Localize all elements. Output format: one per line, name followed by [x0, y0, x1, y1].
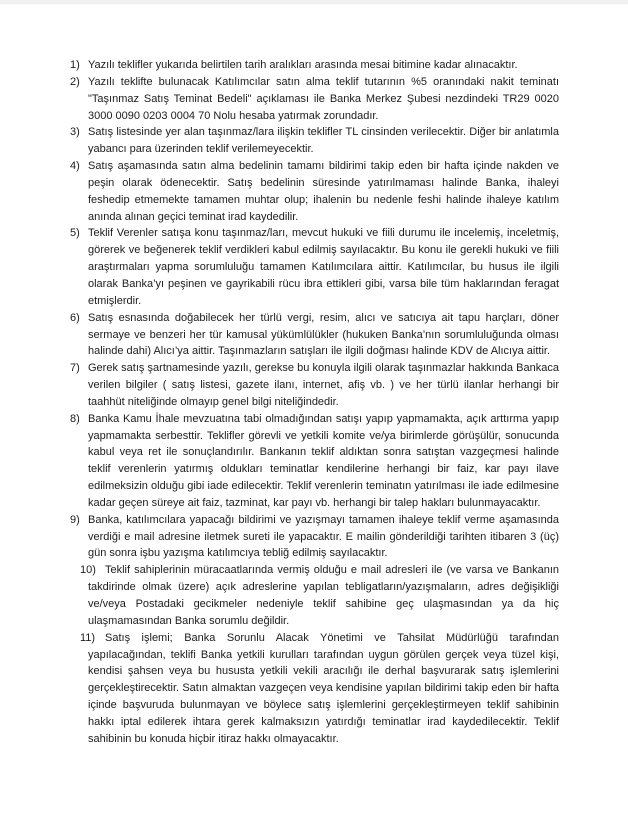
term-item-6: [70, 310, 559, 361]
item-text: Satış aşamasında satın alma bedelinin tamamı bildirimi takip eden bir hafta içinde nakden ve peşin olarak ödenecektir. Satış bedelinin süresinde yatırılmaması halinde Banka, ihaleyi feshedip etmemekte tamamen muhtar olup; ihalenin bu nedenle feshi halinde ihaleye katılım anında alınan geçici teminat irad kaydedilir.: [88, 160, 559, 223]
term-item-3: [70, 124, 559, 158]
item-text: Satış listesinde yer alan taşınmaz/lara ilişkin teklifler TL cinsinden verilecektir. Diğer bir anlatımla yabancı para üzerinden teklif verilemeyecektir.: [88, 126, 559, 156]
item-text: Satış işlemi; Banka Sorunlu Alacak Yönetimi ve Tahsilat Müdürlüğü tarafından yapılacağından, teklifi Banka yetkili kurulları tarafından uygun görülen gerçek veya tüzel kişi, kendisi şahsen veya bu hususta yetkili vekili aracılığı ile derhal başvurarak satış işlemlerini gerçekleştirecektir. Satın almaktan vazgeçen veya kendisine yapılan bildirimi takip eden bir hafta içinde başvuruda bulunmayan ve böylece satış işlemlerini gerçekleştirmeyen teklif sahibinin hakkı iptal edilerek ihtara gerek kalmaksızın yatırdığı teminatlar irad kaydedilecektir. Teklif sahibinin bu konuda hiçbir itiraz hakkı olmayacaktır.: [88, 631, 559, 745]
term-item-8: [70, 411, 559, 512]
item-number: 7): [70, 362, 80, 375]
item-text: Yazılı teklifte bulunacak Katılımcılar satın alma teklif tutarının %5 oranındaki nakit teminatı "Taşınmaz Satış Teminat Bedeli" açıklaması ile Banka Merkez Şubesi nezdindeki TR29 0020 3000 0090 0203 0004 70 Nolu hesaba yatırmak zorundadır.: [88, 75, 559, 122]
term-item-4: [70, 158, 559, 225]
term-item-11: [70, 630, 559, 748]
item-text: Banka, katılımcılara yapacağı bildirimi ve yazışmayı tamamen ihaleye teklif verme aşamasında verdiği e mail adresine iletmek sureti ile yapacaktır. E mailin gönderildiği tarihten itibaren 3 (üç) gün sonra işbu yazışma katılımcıya tebliğ edilmiş sayılacaktır.: [88, 513, 559, 560]
item-number: 11): [80, 631, 96, 644]
item-text: Gerek satış şartnamesinde yazılı, gerekse bu konuyla ilgili olarak taşınmazlar hakkında Bankaca verilen bilgiler ( satış listesi, gazete ilanı, internet, afiş vb. ) ve her türlü ilanlar herhangi bir taahhüt niteliğinde olmayıp genel bilgi niteliğindedir.: [88, 362, 559, 408]
window-top-edge: [0, 0, 628, 5]
item-number: 3): [70, 126, 80, 139]
terms-list: [70, 57, 559, 748]
item-number: 6): [70, 311, 80, 324]
item-number: 4): [70, 160, 80, 173]
term-item-10: [70, 562, 559, 629]
item-number: 2): [70, 75, 80, 88]
item-number: 8): [70, 412, 80, 425]
item-text: Satış esnasında doğabilecek her türlü vergi, resim, alıcı ve satıcıya ait tapu harçları, döner sermaye ve benzeri her tür kamusal yükümlülükler (hukuken Banka’nın sorumluluğunda olması halinde dahi) Alıcı’ya aittir. Taşınmazların satışları ile ilgili doğması halinde KDV de Alıcıya aittir.: [88, 311, 559, 358]
term-item-7: [70, 360, 559, 411]
item-text: Banka Kamu İhale mevzuatına tabi olmadığından satışı yapıp yapmamakta, açık arttırma yapıp yapmamakta serbesttir. Teklifler görevli ve yetkili komite ve/ya birimlerde görüşülür, sonucunda kabul veya ret ile sonuçlandırılır. Bankanın teklif aldıktan sonra satıştan vazgeçmesi halinde teklif verenlerin yatırmış oldukları teminatlar kendilerine herhangi bir faiz, kar payı ilave edilmeksizin olduğu gibi iade edilecektir. Teklif verenlerin teminatın yatırılması ile iade edilmesine kadar geçen süreye ait faiz, tazminat, kar payı vb. herhangi bir talep hakları bulunmayacaktır.: [88, 412, 559, 509]
term-item-9: [70, 512, 559, 563]
item-number: 5): [70, 227, 80, 240]
item-number: 9): [70, 513, 80, 526]
item-number: 10): [80, 564, 96, 577]
item-text: Yazılı teklifler yukarıda belirtilen tarih aralıkları arasında mesai bitimine kadar alınacaktır.: [88, 59, 518, 71]
term-item-2: [70, 74, 559, 125]
term-item-1: [70, 57, 559, 74]
item-number: 1): [70, 59, 80, 71]
term-item-5: [70, 225, 559, 309]
item-text: Teklif sahiplerinin müracaatlarında vermiş olduğu e mail adresleri ile (ve varsa ve Bankanın takdirinde olmak üzere) açık adreslerine yapılan tebligatların/yazışmaların, adres değişikliği ve/veya Postadaki gecikmeler nedeniyle teklif sahibine geç ulaşmasından ya da hiç ulaşmamasından Banka sorumlu değildir.: [88, 564, 559, 627]
item-text: Teklif Verenler satışa konu taşınmaz/ları, mevcut hukuki ve fiili durumu ile incelemiş, inceletmiş, görerek ve beğenerek teklif verdikleri kabul edilmiş sayılacaktır. Bu konu ile gerekli hukuki ve fiili araştırmaları yapma sorumluluğu tamamen Katılımcılara aittir. Katılımcılar, bu husus ile ilgili olarak Banka’yı peşinen ve gayrikabili rücu ibra ettikleri gibi, varsa bile tüm haklarından feragat etmişlerdir.: [88, 227, 559, 307]
